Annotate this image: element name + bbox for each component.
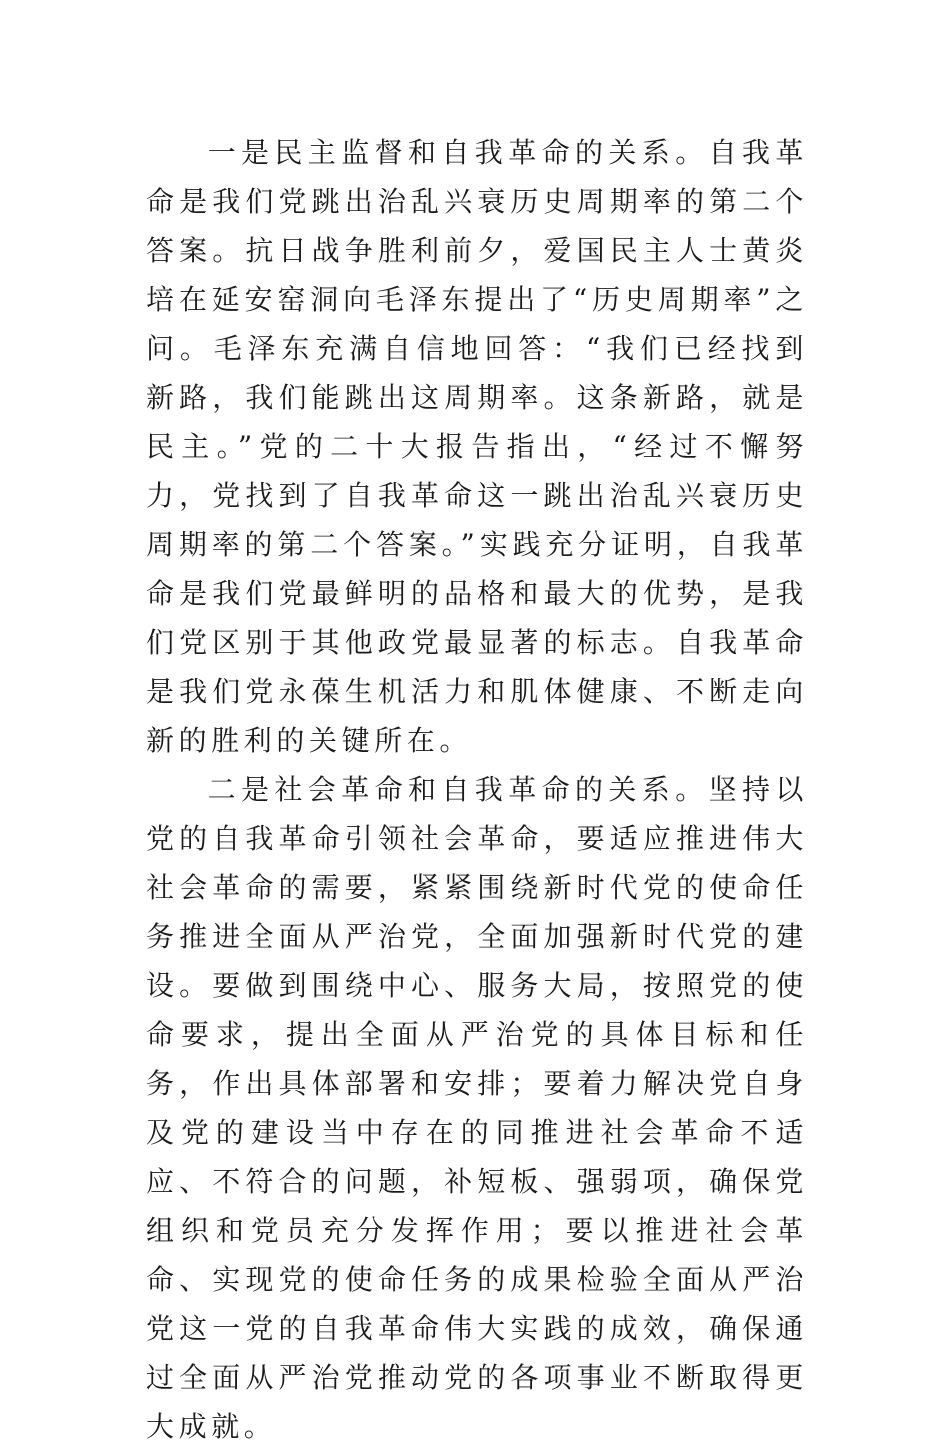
paragraph-democratic-supervision: 一是民主监督和自我革命的关系。自我革命是我们党跳出治乱兴衰历史周期率的第二个答案。抗日战争胜利前夕，爱国民主人士黄炎培在延安窑洞向毛泽东提出了“历史周期率”之问。毛泽东充满自信地回答：“我们已经找到新路，我们能跳出这周期率。这条新路，就是民主。”党的二十大报告指出，“经过不懈努力，党找到了自我革命这一跳出治乱兴衰历史周期率的第二个答案。”实践充分证明，自我革命是我们党最鲜明的品格和最大的优势，是我们党区别于其他政党最显著的标志。自我革命是我们党永葆生机活力和肌体健康、不断走向新的胜利的关键所在。 (146, 136, 808, 757)
document-body (146, 128, 808, 1451)
paragraph-social-revolution: 二是社会革命和自我革命的关系。坚持以党的自我革命引领社会革命，要适应推进伟大社会革命的需要，紧紧围绕新时代党的使命任务推进全面从严治党，全面加强新时代党的建设。要做到围绕中心、服务大局，按照党的使命要求，提出全面从严治党的具体目标和任务，作出具体部署和安排；要着力解决党自身及党的建设当中存在的同推进社会革命不适应、不符合的问题，补短板、强弱项，确保党组织和党员充分发挥作用；要以推进社会革命、实现党的使命任务的成果检验全面从严治党这一党的自我革命伟大实践的成效，确保通过全面从严治党推动党的各项事业不断取得更大成就。 (146, 773, 808, 1443)
